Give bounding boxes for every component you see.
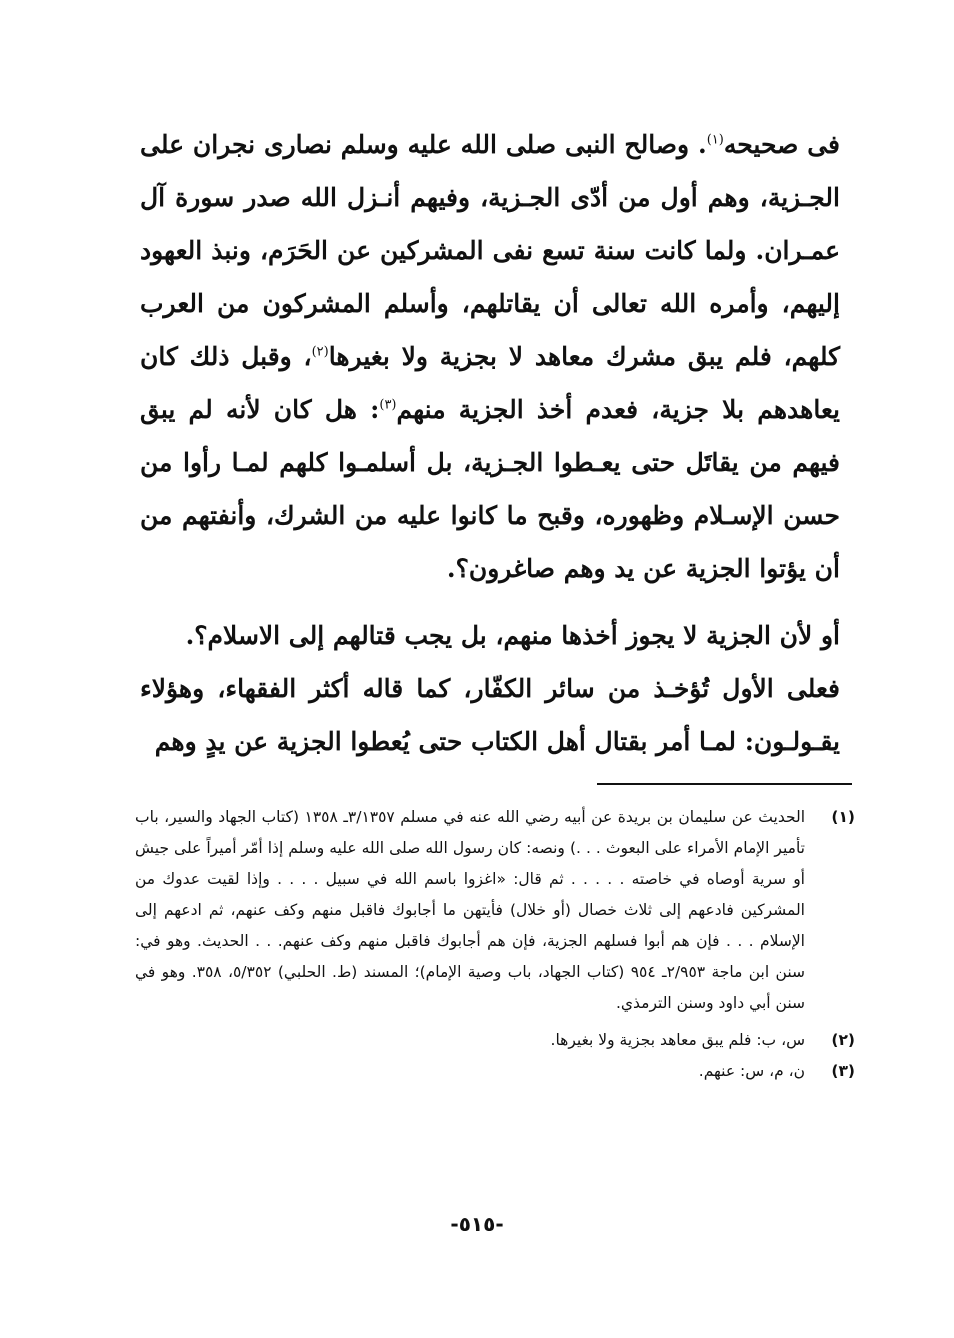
footnote-1 [135, 802, 855, 1019]
footnote-ref-3[interactable]: (٣) [379, 397, 397, 413]
footnote-number: (٢) [831, 1031, 855, 1049]
footnote-ref-1[interactable]: (١) [706, 132, 724, 148]
page-number: -٥١٥- [450, 1212, 504, 1236]
footnote-divider [597, 783, 852, 785]
footnotes [135, 802, 855, 1087]
footnote-ref-2[interactable]: (٢) [311, 344, 329, 360]
text-segment: فى صحيحه [723, 130, 840, 159]
main-text [140, 118, 840, 768]
footnote-number: (١) [831, 808, 855, 826]
footnote-text: ن، م، س: عنهم. [698, 1062, 805, 1080]
footnote-text: الحديث عن سليمان بن بريدة عن أبيه رضي الله عنه في مسلم ٣/١٣٥٧ـ ١٣٥٨ (كتاب الجهاد والسير، باب تأمير الإمام الأمراء على البعوث . . .) ونصه: كان رسول الله صلى الله عليه وسلم إذا أمّر أميراً على جيش أو سرية أوصاه في خاصته . . . . . ثم قال: «اغزوا باسم الله في سبيل . . . . وإذا لقيت عدوك من المشركين فادعهم إلى ثلاث خصال (أو خلال) فأيتهن ما أجابوك فاقبل منهم وكف عنهم، ثم ادعهم إلى الإسلام . . . فإن هم أبوا فسلهم الجزية، فإن هم أجابوك فاقبل منهم وكف عنهم. . . الحديث. وهو في: سنن ابن ماجة ٢/٩٥٣ـ ٩٥٤ (كتاب الجهاد، باب وصية الإمام)؛ المسند (ط. الحلبي) ٥/٣٥٢، ٣٥٨. وهو في سنن أبي داود وسنن الترمذي. [135, 808, 805, 1012]
footnote-3 [135, 1056, 855, 1087]
paragraph-3: فعلى الأول تُؤخـذ من سائر الكفّار، كما قاله أكثر الفقهاء، وهؤلاء يقـولـون: لمـا أمر بقتال أهل الكتاب حتى يُعطوا الجزية عن يدٍ وهم [140, 674, 840, 756]
paragraph-2: أو لأن الجزية لا يجوز أخذها منهم، بل يجب قتالهم إلى الاسلام؟. [185, 621, 840, 650]
text-segment: ، وقبل ذلك كان يعاهدهم بلا جزية، فعدم أخذ الجزية منهم [140, 342, 840, 424]
paragraph-1 [140, 118, 840, 595]
text-segment: : هل كان لأنه لم يبق فيهم من يقاتَل حتى يعـطوا الجـزية، بل أسلمـوا كلهم لمـا رأوا من حسن الإسـلام وظهوره، وقبح ما كانوا عليه من الشرك، وأنفتهم من أن يؤتوا الجزية عن يد وهم صاغرون؟. [140, 395, 840, 583]
footnote-2 [135, 1025, 855, 1056]
footnote-number: (٣) [831, 1062, 855, 1080]
footnote-text: س، ب: فلم يبق معاهد بجزية ولا بغيرها. [550, 1031, 805, 1049]
text-segment: . وصالح النبى صلى الله عليه وسلم نصارى نجران على الجـزية، وهم أول من أدّى الجـزية، وفيهم أنـزل الله صدر سورة آل عمـران. ولما كانت سنة تسع نفى المشركين عن الحَرَم، ونبذ العهود إليهم، وأمره الله تعالى أن يقاتلهم، وأسلم المشركون من العرب كلهم، فلم يبق مشرك معاهد لا بجزية ولا بغيرها [140, 130, 840, 371]
